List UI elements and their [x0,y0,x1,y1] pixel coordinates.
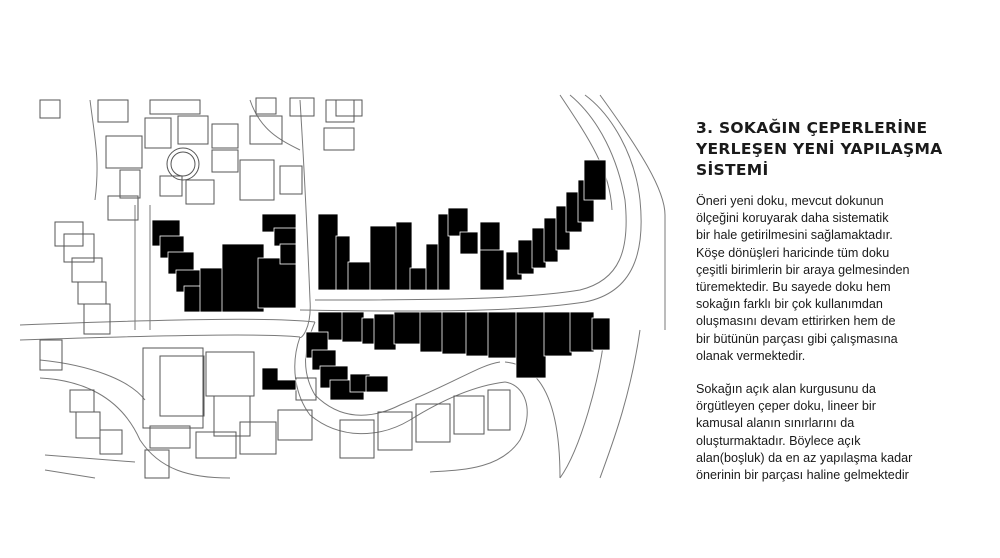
paragraph-line: örgütleyen çeper doku, lineer bir [696,399,876,414]
paragraph-line: bir bütünün parçası gibi çalışmasına [696,331,898,346]
road-edge [20,319,315,325]
heading-line: SİSTEMİ [696,161,769,179]
heading-line: 3. SOKAĞIN ÇEPERLERİNE [696,119,928,137]
paragraph-line: sokağın farklı bir çok kullanımdan [696,297,883,312]
paragraph-line: önerinin bir parçası haline gelmektedir [696,468,909,483]
new-buildings [152,160,610,400]
paragraph-gap [696,365,986,381]
paragraph-line: oluşmasını devam ettirirken hem de [696,314,896,329]
paragraph-line: bir hale getirilmesini sağlamaktadır. [696,228,893,243]
road-edge [90,100,97,200]
paragraph-line: kamusal alanın sınırlarını da [696,416,855,431]
paragraph-line: çeşitli birimlerin bir araya gelmesinden [696,262,910,277]
paragraph-line: Öneri yeni doku, mevcut dokunun [696,194,884,208]
paragraph-line: Sokağın açık alan kurgusunu da [696,382,876,397]
road-edge [20,335,300,340]
road-edge [600,330,640,478]
paragraph-line: olanak vermektedir. [696,348,806,363]
paragraph-open-space [696,381,986,484]
paragraph-line: ölçeğini koruyarak daha sistematik [696,211,889,226]
paragraph-line: alan(boşluk) da en az yapılaşma kadar [696,450,913,465]
road-edge [250,100,300,150]
road-edge [505,362,560,478]
road-edge [300,100,310,338]
paragraph-line: oluşturmaktadır. Böylece açık [696,433,861,448]
road-edge [45,455,135,478]
road-edge [600,95,665,215]
paragraph-line: Köşe dönüşleri haricinde tüm doku [696,245,890,260]
road-edge [40,360,145,400]
description-panel [696,118,986,484]
section-heading [696,118,986,181]
paragraph-line: türemektedir. Bu sayede doku hem [696,280,891,295]
heading-line: YERLEŞEN YENİ YAPILAŞMA [696,140,943,158]
paragraph-proposal [696,193,986,365]
